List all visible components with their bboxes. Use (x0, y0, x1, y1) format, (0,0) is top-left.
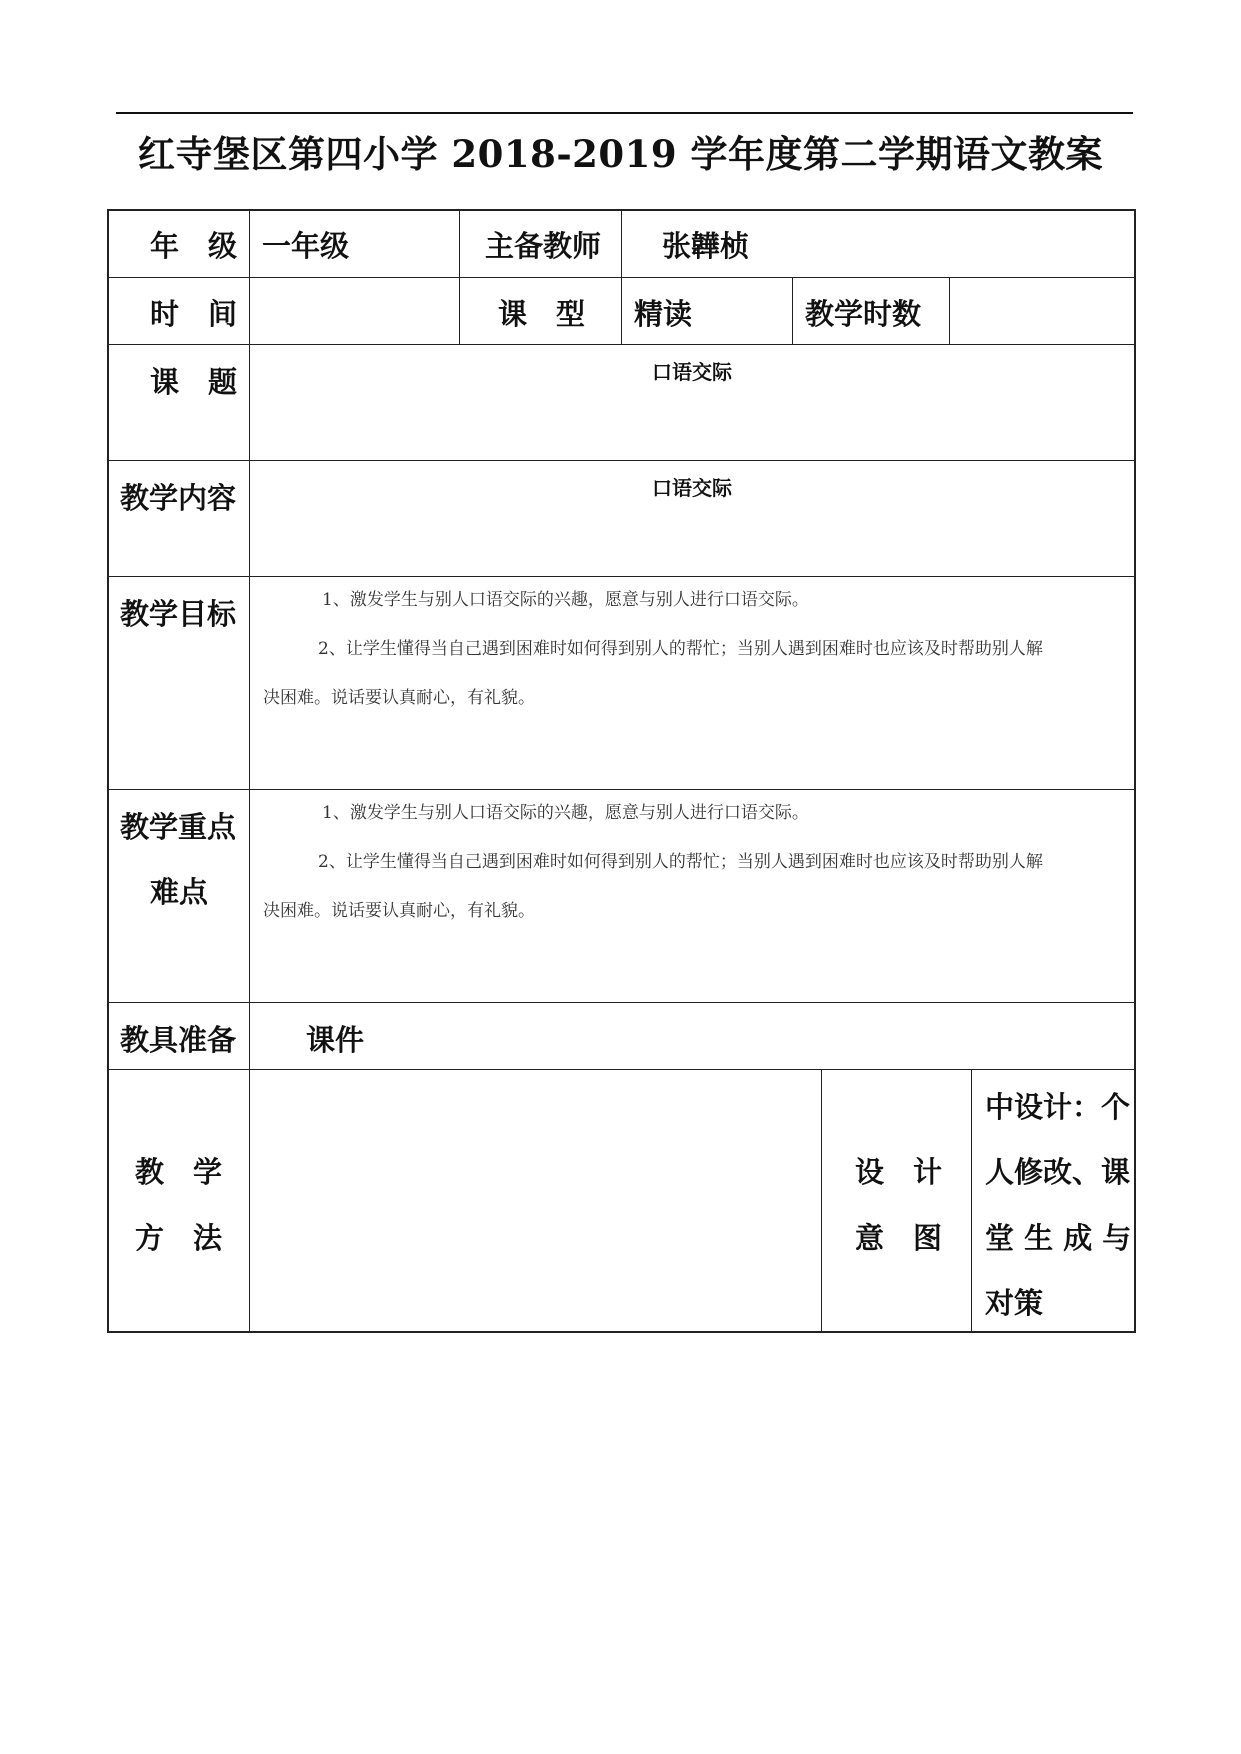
goals-line-2: 2、让学生懂得当自己遇到困难时如何得到别人的帮忙；当别人遇到困难时也应该及时帮助别人解 (318, 639, 1043, 659)
keypoints-line-1: 1、激发学生与别人口语交际的兴趣，愿意与别人进行口语交际。 (322, 803, 809, 823)
table-border-right (1134, 209, 1136, 1333)
time-label: 时 间 (150, 297, 238, 331)
keypoints-label-line-2: 难点 (150, 875, 209, 909)
keypoints-line-3: 决困难。说话要认真耐心，有礼貌。 (263, 901, 535, 921)
method-label-line-2: 方 法 (135, 1221, 223, 1255)
goals-line-3: 决困难。说话要认真耐心，有礼貌。 (263, 688, 535, 708)
table-border-bottom (108, 1331, 1135, 1333)
column-divider (792, 277, 793, 344)
table-border-left (107, 209, 109, 1333)
notes-line-3: 堂 生 成 与 (985, 1221, 1132, 1255)
column-divider (459, 209, 460, 344)
column-divider (949, 277, 950, 344)
topic-label: 课 题 (150, 365, 238, 399)
lead-teacher-value: 张韡桢 (662, 229, 750, 263)
design-intent-line-2: 意 图 (855, 1221, 943, 1255)
tools-value: 课件 (306, 1023, 365, 1057)
goals-label: 教学目标 (120, 597, 237, 631)
header-rule (116, 112, 1133, 114)
notes-line-4: 对策 (985, 1286, 1044, 1320)
grade-label: 年 级 (150, 229, 238, 263)
row-divider (108, 1069, 1135, 1070)
notes-line-1: 中设计：个 (985, 1090, 1131, 1124)
row-divider (108, 460, 1135, 461)
lesson-type-value: 精读 (634, 297, 693, 331)
notes-line-2: 人修改、课 (985, 1155, 1131, 1189)
lead-teacher-label: 主备教师 (485, 229, 602, 263)
topic-value: 口语交际 (652, 360, 732, 384)
method-label-line-1: 教 学 (135, 1155, 223, 1189)
teaching-hours-label: 教学时数 (805, 297, 922, 331)
content-value: 口语交际 (652, 476, 732, 500)
column-divider (621, 209, 622, 344)
grade-value: 一年级 (262, 229, 350, 263)
row-divider (108, 344, 1135, 345)
lesson-type-label: 课 型 (498, 297, 586, 331)
keypoints-line-2: 2、让学生懂得当自己遇到困难时如何得到别人的帮忙；当别人遇到困难时也应该及时帮助别人解 (318, 852, 1043, 872)
row-divider (108, 1002, 1135, 1003)
goals-line-1: 1、激发学生与别人口语交际的兴趣，愿意与别人进行口语交际。 (322, 590, 809, 610)
column-divider (821, 1069, 822, 1333)
page-title: 红寺堡区第四小学 2018-2019 学年度第二学期语文教案 (137, 132, 1104, 176)
keypoints-label-line-1: 教学重点 (120, 810, 237, 844)
design-intent-line-1: 设 计 (855, 1155, 943, 1189)
content-label: 教学内容 (120, 481, 237, 515)
column-divider (971, 1069, 972, 1333)
tools-label: 教具准备 (120, 1023, 237, 1057)
